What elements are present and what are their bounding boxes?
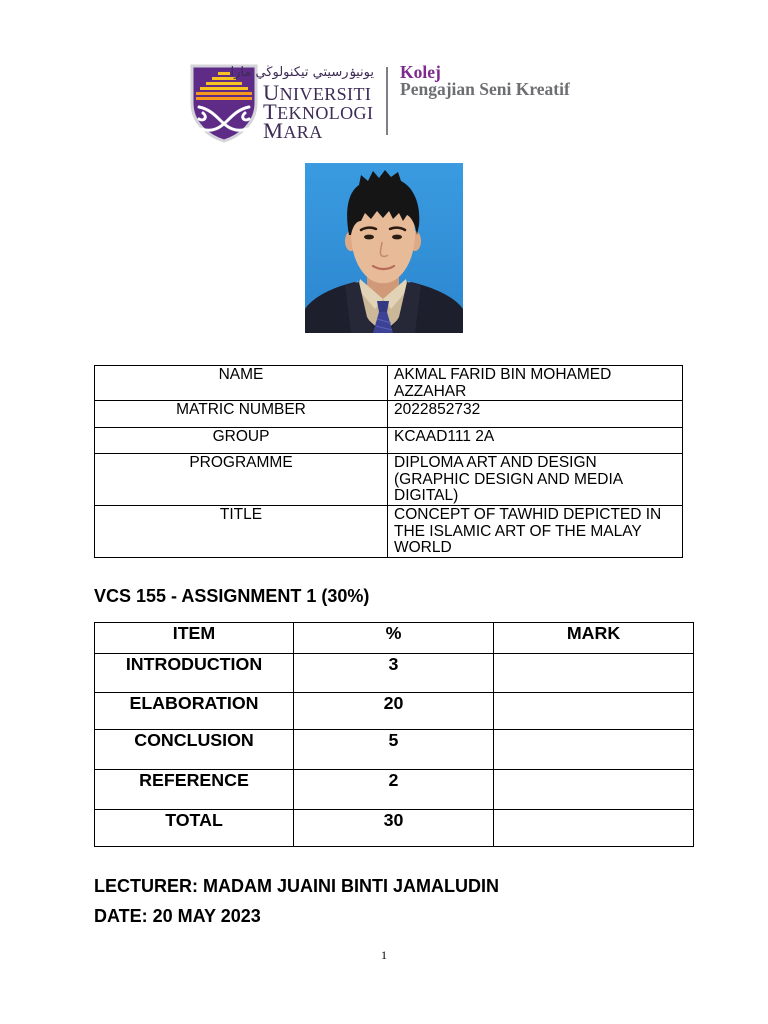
info-label: TITLE: [95, 506, 388, 558]
lecturer-line: LECTURER: MADAM JUAINI BINTI JAMALUDIN: [94, 876, 499, 896]
info-value: AKMAL FARID BIN MOHAMED AZZAHAR: [388, 366, 683, 401]
item-cell: CONCLUSION: [95, 730, 294, 770]
item-cell: INTRODUCTION: [95, 654, 294, 693]
percent-cell: 3: [294, 654, 494, 693]
mark-cell: [494, 810, 694, 847]
info-value: KCAAD111 2A: [388, 428, 683, 454]
logo-divider: [386, 67, 388, 135]
university-name-line: TEKNOLOGI: [263, 99, 374, 124]
table-row: [95, 693, 694, 730]
table-row: [95, 654, 694, 693]
table-row: [95, 366, 683, 401]
info-label: NAME: [95, 366, 388, 401]
date-line: DATE: 20 MAY 2023: [94, 906, 261, 926]
info-label: PROGRAMME: [95, 454, 388, 506]
percent-cell: 20: [294, 693, 494, 730]
table-row: [95, 428, 683, 454]
table-row: [95, 810, 694, 847]
percent-cell: 5: [294, 730, 494, 770]
item-cell: REFERENCE: [95, 770, 294, 810]
college-name: Pengajian Seni Kreatif: [400, 79, 570, 99]
marks-table: [94, 622, 694, 847]
student-photo: [305, 163, 463, 333]
info-value: CONCEPT OF TAWHID DEPICTED IN THE ISLAMIC ART OF THE MALAY WORLD: [388, 506, 683, 558]
table-row: [95, 770, 694, 810]
mark-cell: [494, 654, 694, 693]
column-header: %: [294, 623, 494, 654]
mark-cell: [494, 770, 694, 810]
university-name-line: MARA: [263, 118, 323, 143]
info-value: DIPLOMA ART AND DESIGN (GRAPHIC DESIGN AND MEDIA DIGITAL): [388, 454, 683, 506]
page-number: 1: [381, 948, 387, 962]
student-info-table: [94, 365, 683, 558]
table-row: [95, 730, 694, 770]
column-header: MARK: [494, 623, 694, 654]
table-row: [95, 506, 683, 558]
table-row: [95, 454, 683, 506]
college-label: Kolej: [400, 62, 441, 82]
assignment-heading: VCS 155 - ASSIGNMENT 1 (30%): [94, 586, 370, 606]
percent-cell: 30: [294, 810, 494, 847]
university-name: [263, 80, 374, 143]
item-cell: TOTAL: [95, 810, 294, 847]
table-header-row: [95, 623, 694, 654]
university-name-line: UNIVERSITI: [263, 80, 372, 105]
mark-cell: [494, 730, 694, 770]
percent-cell: 2: [294, 770, 494, 810]
info-value: 2022852732: [388, 401, 683, 428]
column-header: ITEM: [95, 623, 294, 654]
table-row: [95, 401, 683, 428]
info-label: MATRIC NUMBER: [95, 401, 388, 428]
mark-cell: [494, 693, 694, 730]
item-cell: ELABORATION: [95, 693, 294, 730]
logo-jawi-text: يونيۏرسيتي تيكنولوڬي مارا: [230, 65, 374, 80]
info-label: GROUP: [95, 428, 388, 454]
